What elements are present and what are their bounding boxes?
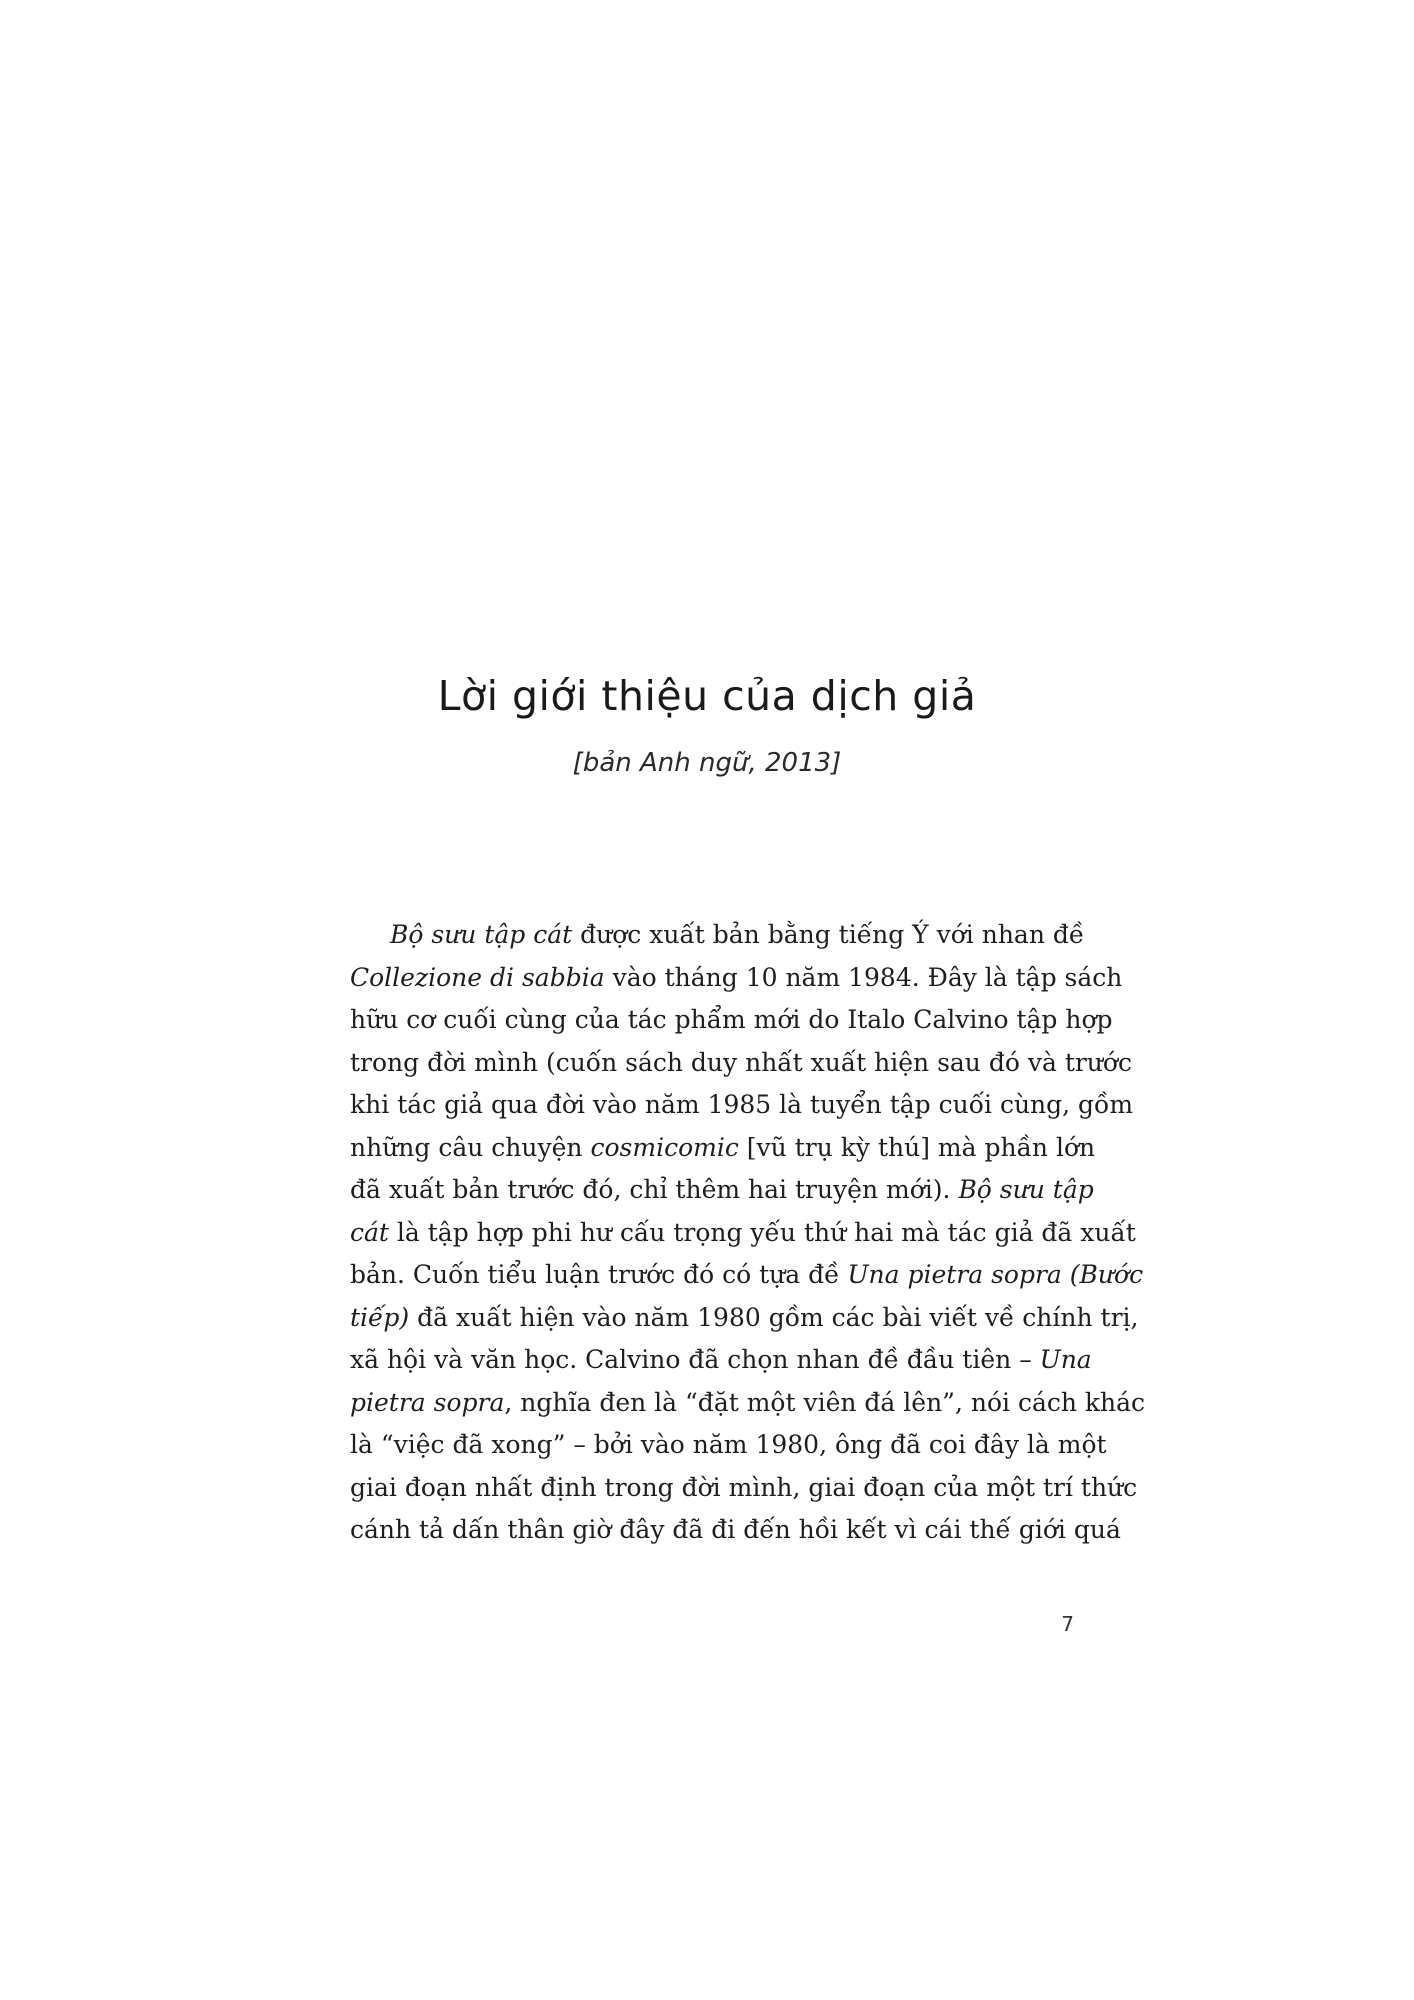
italic-text: cosmicomic — [590, 1132, 739, 1162]
text-span: khi tác giả qua đời vào năm 1985 là tuyển tập cuối cùng, gồm — [350, 1090, 1134, 1119]
text-span: đã xuất bản trước đó, chỉ thêm hai truyện mới). — [350, 1175, 959, 1204]
italic-text: Bộ sưu tập cát — [390, 920, 573, 949]
italic-text: pietra sopra — [350, 1387, 505, 1417]
text-span: được xuất bản bằng tiếng Ý với nhan đề — [572, 920, 1085, 949]
text-line — [350, 1509, 1121, 1552]
text-span: hữu cơ cuối cùng của tác phẩm mới do Italo Calvino tập hợp — [350, 1005, 1113, 1034]
text-line — [350, 957, 1123, 1000]
text-line — [350, 1297, 1139, 1340]
text-line — [350, 1169, 1094, 1212]
text-span: [vũ trụ kỳ thú] mà phần lớn — [738, 1132, 1096, 1162]
text-span: giai đoạn nhất định trong đời mình, giai đoạn của một trí thức — [350, 1472, 1138, 1502]
text-line — [350, 1467, 1138, 1510]
text-span: vào tháng 10 năm 1984. Đây là tập sách — [604, 962, 1123, 992]
text-span: là “việc đã xong” – bởi vào năm 1980, ông đã coi đây là một — [350, 1430, 1107, 1459]
text-span: cánh tả dấn thân giờ đây đã đi đến hồi kết vì cái thế giới quá — [350, 1515, 1121, 1544]
italic-text: Una pietra sopra (Bước — [847, 1260, 1144, 1289]
page-number: 7 — [1061, 1612, 1074, 1636]
text-line — [350, 1382, 1146, 1425]
italic-text: Una — [1039, 1345, 1092, 1374]
chapter-title: Lời giới thiệu của dịch giả — [437, 672, 977, 720]
italic-text: Collezione di sabbia — [350, 962, 605, 992]
text-span: xã hội và văn học. Calvino đã chọn nhan đề đầu tiên – — [350, 1345, 1040, 1374]
text-span: , nghĩa đen là “đặt một viên đá lên”, nói cách khác — [504, 1387, 1146, 1417]
body-paragraph — [350, 914, 1146, 1552]
chapter-subtitle: [bản Anh ngữ, 2013] — [572, 748, 842, 778]
text-line — [350, 1084, 1134, 1127]
text-line — [350, 1339, 1092, 1382]
italic-text: Bộ sưu tập — [958, 1175, 1094, 1204]
text-line — [350, 914, 1085, 957]
italic-text: tiếp) — [350, 1302, 410, 1332]
text-span: bản. Cuốn tiểu luận trước đó có tựa đề — [350, 1260, 848, 1289]
text-span: đã xuất hiện vào năm 1980 gồm các bài viết về chính trị, — [409, 1302, 1139, 1332]
text-line — [350, 1212, 1136, 1255]
text-span: trong đời mình (cuốn sách duy nhất xuất hiện sau đó và trước — [350, 1047, 1132, 1077]
text-line — [350, 1042, 1132, 1085]
text-line — [350, 999, 1113, 1042]
text-span: những câu chuyện — [350, 1132, 591, 1162]
text-line — [350, 1424, 1107, 1467]
text-line — [350, 1254, 1144, 1297]
text-line — [350, 1127, 1096, 1170]
italic-text: cát — [350, 1217, 389, 1247]
text-span: là tập hợp phi hư cấu trọng yếu thứ hai mà tác giả đã xuất — [388, 1217, 1136, 1247]
